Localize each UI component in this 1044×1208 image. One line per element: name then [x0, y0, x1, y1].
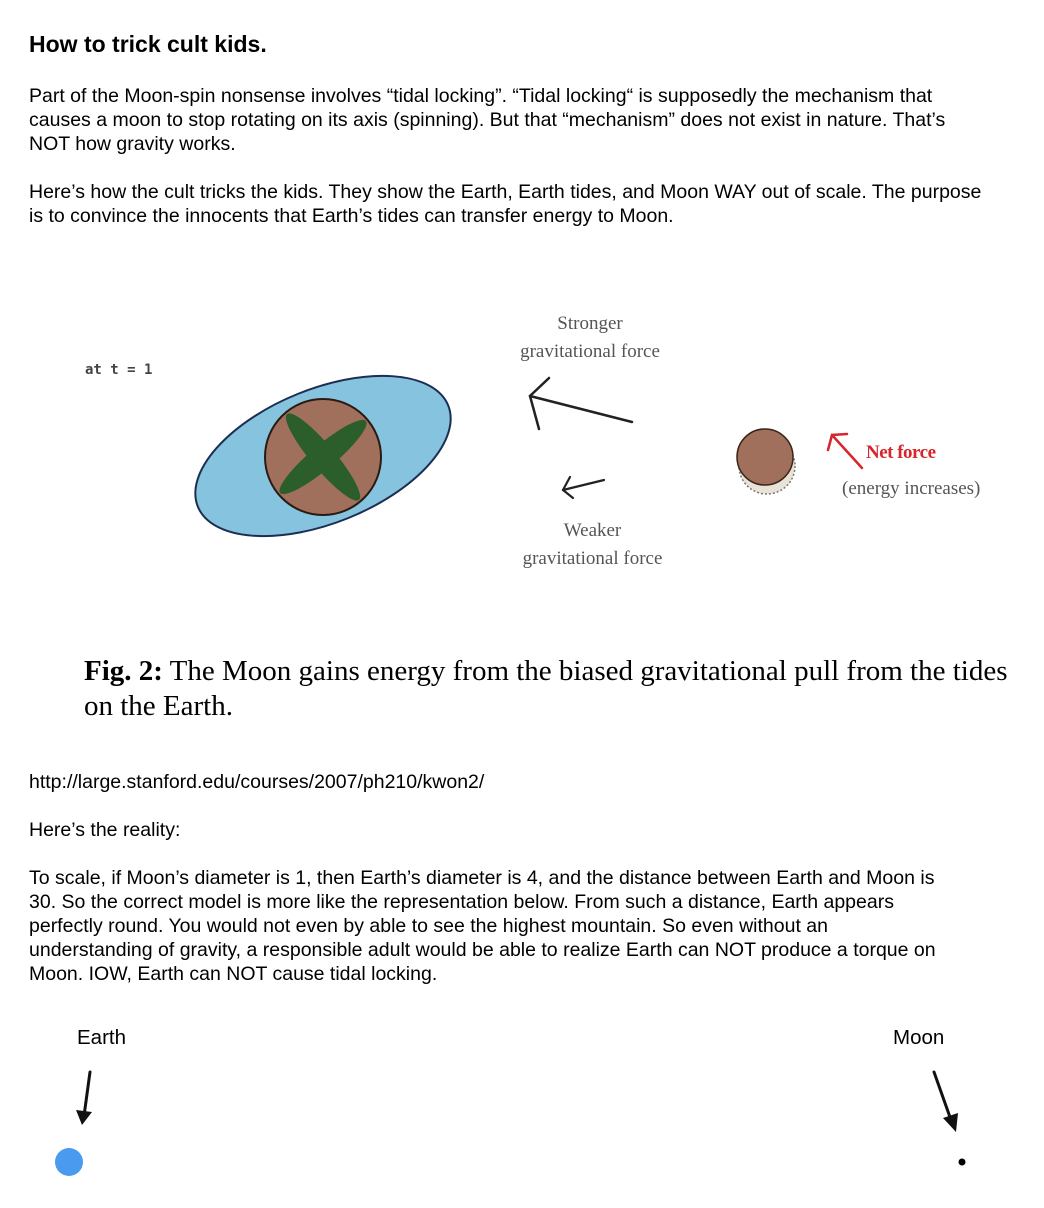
weaker-force-label	[490, 517, 695, 573]
caption-text: The Moon gains energy from the biased gravitational pull from the tides on the Earth.	[84, 655, 1008, 722]
weaker-label-line1: Weaker	[563, 520, 622, 541]
cult-trick-paragraph: Here’s how the cult tricks the kids. They show the Earth, Earth tides, and Moon WAY out of scale. The purpose is to convince the innocents that Earth’s tides can transfer energy to Moon.	[29, 181, 982, 227]
earth-pointer-arrowhead	[76, 1110, 92, 1125]
scale-explanation: To scale, if Moon’s diameter is 1, then Earth’s diameter is 4, and the distance between Earth and Moon is 30. So the correct model is more like the representation below. From such a distance, Earth appears perfectly round. You would not even by able to see the highest mountain. So even without an understanding of gravity, a responsible adult would be able to realize Earth can NOT produce a torque on Moon. IOW, Earth can NOT cause tidal locking.	[29, 867, 936, 985]
page-title: How to trick cult kids.	[29, 31, 267, 57]
scale-model-drawing	[0, 1060, 1044, 1200]
stronger-label-line2: gravitational force	[520, 341, 660, 362]
weaker-label-line2: gravitational force	[522, 548, 663, 569]
figure-caption	[84, 654, 1014, 724]
earth-dot	[55, 1148, 83, 1176]
earth-pointer-arrow	[84, 1072, 90, 1116]
stronger-force-label	[490, 310, 690, 366]
reality-heading: Here’s the reality:	[29, 819, 181, 841]
net-force-arrow	[828, 434, 862, 468]
energy-note: (energy increases)	[842, 478, 981, 499]
net-force-label: Net force	[866, 442, 936, 463]
intro-paragraph: Part of the Moon-spin nonsense involves “tidal locking”. “Tidal locking“ is supposedly the mechanism that causes a moon to stop rotating on its axis (spinning). But that “mechanism” does not exist in nature. That’s NOT how gravity works.	[29, 85, 946, 155]
moon-pointer-arrowhead	[943, 1113, 958, 1132]
weaker-arrow	[563, 477, 604, 498]
stronger-arrow	[530, 378, 632, 429]
stronger-label-line1: Stronger	[557, 313, 623, 334]
moon-label: Moon	[893, 1026, 945, 1049]
source-url: http://large.stanford.edu/courses/2007/ph210/kwon2/	[29, 771, 485, 793]
time-label: at t = 1	[85, 362, 153, 378]
caption-label: Fig. 2:	[84, 655, 163, 687]
moon-globe	[737, 429, 793, 485]
earth-label: Earth	[77, 1026, 126, 1049]
moon-dot	[959, 1159, 966, 1166]
moon-pointer-arrow	[934, 1072, 951, 1120]
